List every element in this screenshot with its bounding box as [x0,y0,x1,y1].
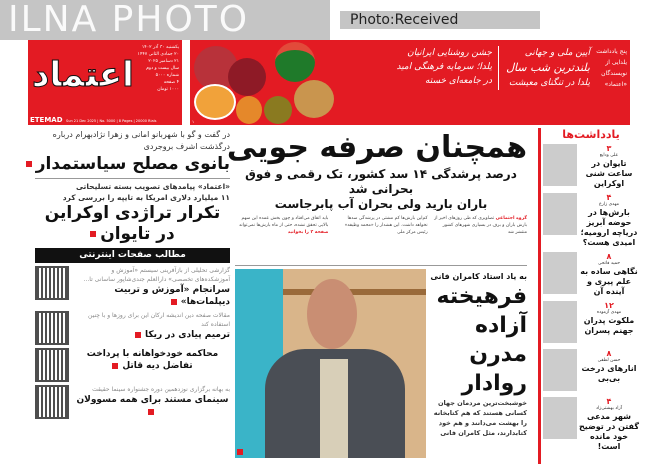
item-title: ترمیم پیادی در ریکا [145,330,230,340]
opinion-page: ۸ [606,252,612,261]
opinion-author: علی ودایع [599,153,619,158]
body-col [434,215,527,236]
page-marker [90,231,96,237]
author-photo [543,397,577,439]
banner-line: آیین ملی و جهانی [524,48,590,58]
item-title: سینمای مستند برای همه مسوولان [76,395,229,405]
author-photo [543,349,577,391]
qr-code[interactable] [37,387,67,417]
qr-item[interactable] [35,348,230,382]
subheadline-line: باران بارید ولی بحران آب پابرجاست [274,197,488,211]
item-title: سرانجام «آموزش و تربیت دیپلمات‌ها» [114,285,230,307]
page-marker [171,299,177,305]
kamran-fani-photo [235,269,426,458]
banner-col2 [498,46,590,90]
logo-latin: ETEMAD [30,116,63,124]
headline-word: فرهیخته [436,284,527,309]
date-line: ۲۰ جمادی الثانی ۱۴۴۷ [137,52,179,57]
opinion-page: ۴ [606,397,612,406]
page-marker [237,449,243,455]
item-title: محاکمه خودخواهانه با پرداخت تفاضل دیه قاتل [86,349,219,371]
body-text: باید اتفاق می‌افتاد و چون بخش عمده این سهم بالایی تحقق نشده، حتی از ماه بارش‌ها نمی‌تواند [238,216,329,228]
author-photo [543,301,577,343]
item-title-row [75,329,230,341]
date-line: سال بیست و دوم [146,66,179,71]
opinion-page: ۸ [606,349,612,358]
opinion-title: انارهای درخت بی‌بی [581,364,637,383]
body-col: کم‌این بارش‌ها کم مشتی در پرشدگی سدها نخواهد داشت. این هشدار را «محمد وظیفه» رئیس مرکز ملی [344,216,428,235]
item-subtitle: گزارشی تحلیلی از بازآفرینی سیستم «آموزش و آموزشکده‌های تخصصی» دارالعلم جندی‌شاپور ساسانی تا... [83,267,230,283]
opinion-item[interactable] [543,349,640,393]
page-marker [112,363,118,369]
opinion-title: تایوان در ساعت شنی اوکراین [585,159,633,188]
page-marker [26,161,32,167]
main-headline[interactable]: همچنان صرفه جویی [226,130,527,165]
opinions-title: یادداشت‌ها [562,128,620,141]
banner-line: در جامعه‌ای خسته [424,76,492,86]
date-info [133,44,179,93]
divider [235,265,527,266]
story-subtitle: «اعتماد» پیامدهای تصویب بسته تسلیحاتی [75,182,230,191]
yalda-banner[interactable] [190,40,630,125]
body-col [235,215,328,236]
item-title-row [75,394,230,418]
qr-code[interactable] [37,350,67,380]
column-rule [538,128,541,464]
opinion-item[interactable] [543,301,640,345]
continue-link[interactable]: صفحه ۲ را بخوانید [287,230,329,235]
feature-kicker: به یاد استاد کامران فانی [430,272,527,281]
opinion-title: نگاهی ساده به علم پیری و آینده آن [580,267,638,296]
date-line: شماره ۵۰۰۰ [155,73,179,78]
date-line: ۱۰۰۰ تومان [157,87,179,92]
page-marker [148,409,154,415]
item-subtitle: مقالات صفحه دین اندیشه ارکان این برای روزها و با چنین استفاده کند [88,312,230,328]
story-subtitle: ۱۱ میلیارد دلاری امریکا به تایپه را بررسی کرد [62,193,230,202]
headline-word: آزاده [474,313,527,338]
opinion-title: شهر مدعی گفتن در توضیح خود مانده است! [579,412,639,451]
banner-col1: پنج یادداشت یلدایی از نویسندگان «اعتماد» [596,48,627,88]
story-subtitle: در گفت و گو با شهربانو امانی و زهرا نژادبهرام درباره درگذشت اشرف بروجردی [52,130,230,151]
author-photo [543,193,577,235]
watermark-agency: ILNA PHOTO [0,0,330,40]
banner-page: ۱ [192,119,195,124]
opinion-author: مهدی زارع [598,202,620,207]
main-subheadline [235,167,527,212]
opinions-list [543,144,640,456]
headline-word: مدرن [469,342,527,367]
left-column [35,129,230,419]
story-headline: تکرار تراژدی اوکراین در تایوان [44,203,221,244]
subheadline-line: درصد پرشدگی ۱۴ سد کشور، تک رقمی و فوق بحرانی شد [245,167,517,196]
issue-line: Sun 21 Dec 2025 | No. 5000 | 8 Pages | 20000 Rials [66,119,157,123]
author-photo [543,144,577,186]
opinion-page: ۳ [606,144,612,153]
banner-line: یلدا در تنگنای معیشت [508,78,590,88]
author-photo [543,252,577,294]
body-label: گروه اجتماعی [495,216,527,221]
opinion-author: حسن لطفی [597,358,621,363]
internet-pages-header: مطالب صفحات اینترنتی [35,248,230,263]
opinion-title: ملکوت پدران جهنم پسران [583,316,635,335]
story-headline: بانوی مصلح سیاستمدار [35,154,230,174]
story-borujerdi[interactable] [35,129,230,176]
headline-word: روادار [461,371,527,396]
item-title-row [75,284,230,308]
masthead [28,40,182,125]
qr-code[interactable] [37,268,67,298]
divider [35,178,230,179]
feature-quote: خوشبخت‌ترین مردمان جهان کسانی هستند که هم کتابخانه را بهشت می‌دانند و هم خود کتابدارند، مثل کامران فانی [433,399,527,437]
banner-line: جشن روشنایی ایرانیان [407,48,492,58]
opinion-page: ۱۲ [604,301,614,310]
logo: اعتماد [32,55,134,95]
banner-line: یلدا؛ سرمایه فرهنگی امید [396,62,492,72]
story-headline-row [35,153,230,176]
story-taiwan[interactable] [35,181,230,245]
opinion-author: مهدی آزموده [596,310,622,315]
qr-item[interactable] [35,311,230,345]
date-line: یکشنبه ۳۰ آذر ۱۴۰۲ [141,45,179,50]
item-title-row [75,348,230,372]
banner-col3 [388,46,492,88]
body-text: تصاویری که طی روزهای اخیر از بارش باران و برف در بسیاری شهرهای کشور منتشر شد [434,216,527,235]
opinion-item[interactable] [543,144,640,189]
opinion-item[interactable] [543,252,640,297]
opinion-item[interactable] [543,397,640,452]
item-subtitle: به بهانه برگزاری نوزدهمین دوره جشنواره سینما حقیقت [92,386,230,393]
qr-item[interactable] [35,266,230,308]
qr-item[interactable] [35,385,230,419]
date-line: ۴ صفحه [163,80,179,85]
feature-headline [428,282,527,398]
opinion-title: بارش‌ها در حوضه آبریز دریاچه ارومیه؛ امیدی هست؟ [580,208,638,247]
story-headline-row [35,203,230,245]
date-line: ۲۱ دسامبر ۲۰۲۵ [148,59,179,64]
opinion-author: حمید فاتحی [598,261,620,266]
fruits-image [190,40,340,125]
opinion-author: آزاد بهشتی‌زاد [596,406,622,411]
watermark-credit: Photo:Received [340,11,540,29]
body-columns [235,215,527,236]
page-marker [135,332,141,338]
center-lead [226,129,527,263]
opinion-page: ۴ [606,193,612,202]
banner-line: بلندترین شب سال [506,61,590,74]
feature-kanifani[interactable] [428,271,527,438]
qr-code[interactable] [37,313,67,343]
opinion-item[interactable] [543,193,640,248]
